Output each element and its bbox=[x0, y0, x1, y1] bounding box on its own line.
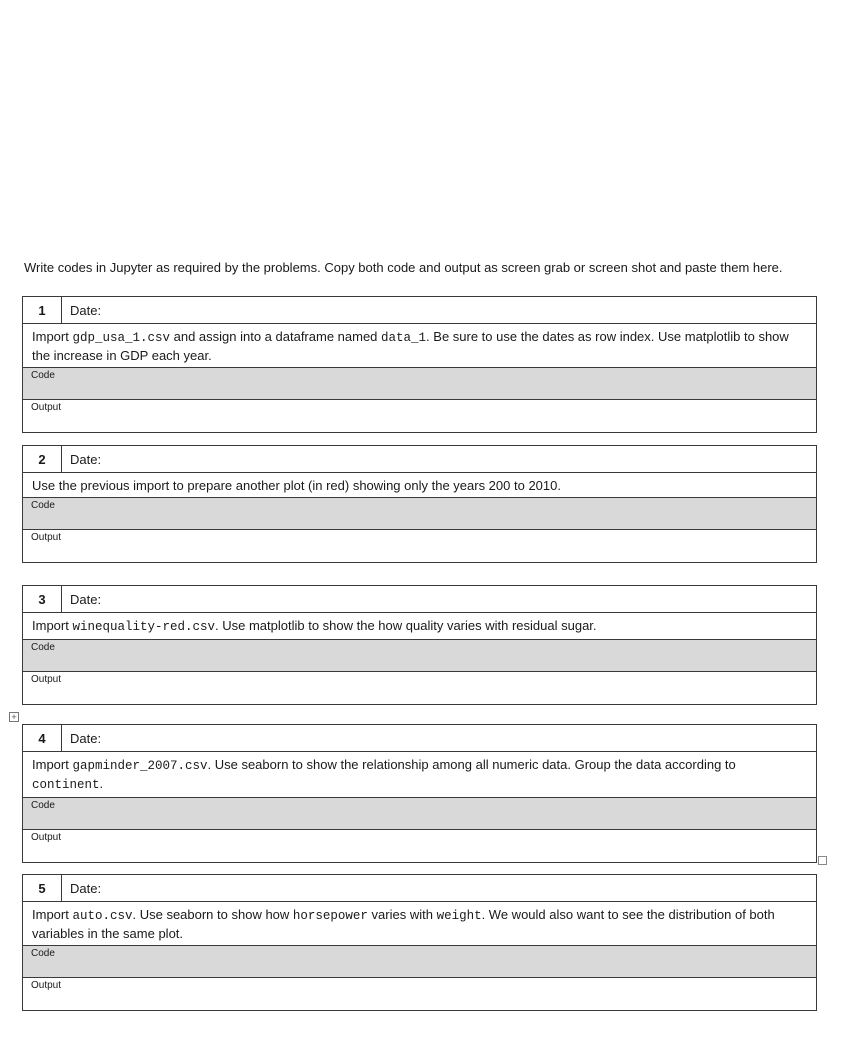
code-identifier: auto.csv bbox=[72, 909, 133, 923]
problem-header bbox=[23, 446, 816, 473]
problem-header bbox=[23, 297, 816, 324]
problem-number: 1 bbox=[23, 297, 62, 323]
problem-table-3 bbox=[22, 585, 817, 705]
output-cell[interactable] bbox=[23, 978, 816, 1010]
problem-description bbox=[23, 613, 816, 640]
date-label: Date: bbox=[70, 730, 102, 746]
problem-header bbox=[23, 875, 816, 902]
problem-description bbox=[23, 902, 816, 946]
description-text: . Use seaborn to show the relationship among all numeric data. Group the data according to bbox=[207, 757, 736, 772]
output-cell[interactable] bbox=[23, 530, 816, 562]
problem-number: 3 bbox=[23, 586, 62, 612]
code-cell[interactable] bbox=[23, 798, 816, 830]
table-resize-handle-icon[interactable] bbox=[818, 856, 827, 865]
description-text: . Use seaborn to show how bbox=[132, 907, 293, 922]
output-label: Output bbox=[31, 532, 62, 543]
date-label: Date: bbox=[70, 591, 102, 607]
description-text: varies with bbox=[367, 907, 437, 922]
code-identifier: weight bbox=[436, 909, 482, 923]
output-label: Output bbox=[31, 980, 62, 991]
output-label: Output bbox=[31, 832, 62, 843]
code-label: Code bbox=[31, 500, 55, 511]
code-label: Code bbox=[31, 642, 55, 653]
problem-number: 2 bbox=[23, 446, 62, 472]
date-label: Date: bbox=[70, 302, 102, 318]
code-cell[interactable] bbox=[23, 640, 816, 672]
description-text: Import bbox=[32, 757, 73, 772]
description-text: Import bbox=[32, 618, 73, 633]
description-text: . Be sure to use the dates as row index. Use matplotlib to show the increase in GDP each year. bbox=[32, 329, 789, 363]
code-identifier: gdp_usa_1.csv bbox=[72, 331, 170, 345]
description-text: . Use matplotlib to show the how quality varies with residual sugar. bbox=[215, 618, 597, 633]
problem-table-1 bbox=[22, 296, 817, 433]
output-cell[interactable] bbox=[23, 400, 816, 432]
problem-description bbox=[23, 473, 816, 498]
description-text: Import bbox=[32, 907, 73, 922]
problem-table-4 bbox=[22, 724, 817, 863]
description-text: Use the previous import to prepare another plot (in red) showing only the years 200 to 2010. bbox=[32, 478, 561, 493]
instructions-text: Write codes in Jupyter as required by the problems. Copy both code and output as screen grab or screen shot and paste them here. bbox=[24, 260, 783, 275]
code-cell[interactable] bbox=[23, 946, 816, 978]
output-label: Output bbox=[31, 402, 62, 413]
table-move-handle-icon[interactable]: + bbox=[9, 712, 19, 722]
problem-number: 4 bbox=[23, 725, 62, 751]
problem-description bbox=[23, 324, 816, 368]
problem-header bbox=[23, 725, 816, 752]
output-cell[interactable] bbox=[23, 830, 816, 862]
code-label: Code bbox=[31, 800, 55, 811]
description-text: . We would also want to see the distribution of both variables in the same plot. bbox=[32, 907, 775, 941]
code-identifier: gapminder_2007.csv bbox=[72, 759, 208, 773]
description-text: and assign into a dataframe named bbox=[170, 329, 382, 344]
problem-number: 5 bbox=[23, 875, 62, 901]
code-cell[interactable] bbox=[23, 498, 816, 530]
code-identifier: winequality-red.csv bbox=[72, 620, 215, 634]
problem-description bbox=[23, 752, 816, 798]
code-identifier: continent bbox=[32, 778, 100, 792]
code-identifier: data_1 bbox=[381, 331, 427, 345]
output-label: Output bbox=[31, 674, 62, 685]
code-cell[interactable] bbox=[23, 368, 816, 400]
problem-header bbox=[23, 586, 816, 613]
problem-table-5 bbox=[22, 874, 817, 1011]
code-identifier: horsepower bbox=[292, 909, 368, 923]
description-text: . bbox=[99, 776, 104, 791]
date-label: Date: bbox=[70, 880, 102, 896]
output-cell[interactable] bbox=[23, 672, 816, 704]
date-label: Date: bbox=[70, 451, 102, 467]
code-label: Code bbox=[31, 948, 55, 959]
code-label: Code bbox=[31, 370, 55, 381]
description-text: Import bbox=[32, 329, 73, 344]
problem-table-2 bbox=[22, 445, 817, 563]
